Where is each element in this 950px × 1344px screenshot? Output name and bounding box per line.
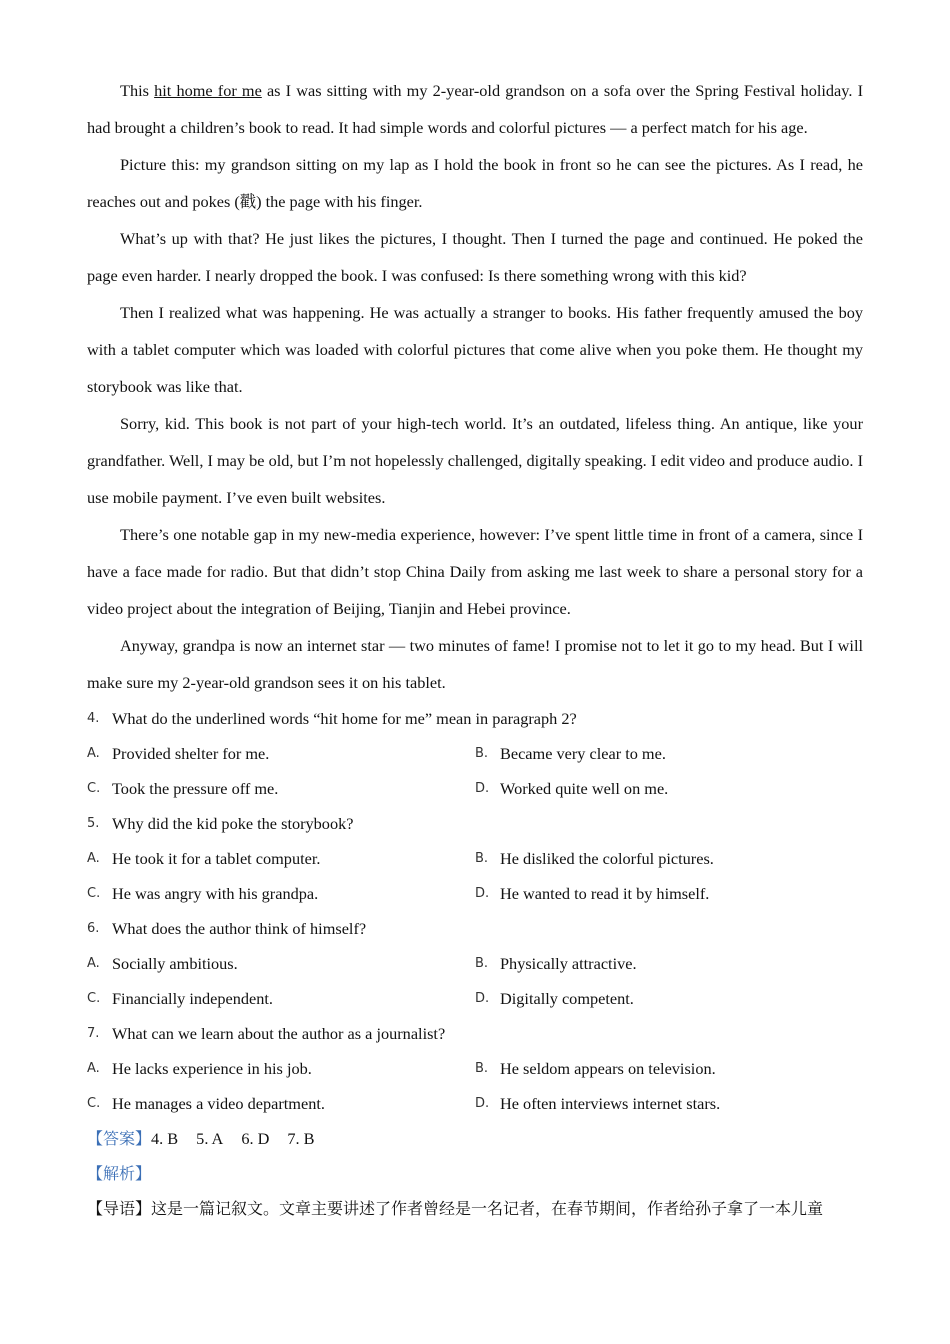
option-text: He seldom appears on television. (500, 1059, 716, 1078)
option-a (87, 736, 475, 771)
options-row (87, 946, 863, 981)
option-c (87, 876, 475, 911)
option-c (87, 771, 475, 806)
option-c (87, 981, 475, 1016)
analysis-line (87, 1156, 863, 1191)
options-row (87, 771, 863, 806)
option-text: Socially ambitious. (112, 954, 238, 973)
question-number: 4. (87, 711, 100, 726)
option-d (475, 981, 863, 1016)
option-letter: A. (87, 956, 100, 971)
option-a (87, 946, 475, 981)
option-letter: A. (87, 851, 100, 866)
paragraph-5: Sorry, kid. This book is not part of your high-tech world. It’s an outdated, lifeless thing. An antique, like your grandfather. Well, I may be old, but I’m not hopelessly challenged, digitally speaking. I edit video and produce audio. I use mobile payment. I’ve even built websites. (87, 414, 863, 507)
option-letter: A. (87, 1061, 100, 1076)
option-letter: D. (475, 781, 490, 796)
question-number: 7. (87, 1026, 100, 1041)
options-row (87, 736, 863, 771)
guide-text: 这是一篇记叙文。文章主要讲述了作者曾经是一名记者，在春节期间，作者给孙子拿了一本儿童 (151, 1199, 824, 1218)
option-text: He wanted to read it by himself. (500, 884, 710, 903)
paragraph-7: Anyway, grandpa is now an internet star — two minutes of fame! I promise not to let it go to my head. But I will make sure my 2-year-old grandson sees it on his tablet. (87, 636, 863, 692)
options-row (87, 841, 863, 876)
document-page (87, 72, 863, 1226)
answer-item: 6. D (241, 1129, 270, 1148)
option-text: He was angry with his grandpa. (112, 884, 319, 903)
question-text: Why did the kid poke the storybook? (112, 814, 354, 833)
option-text: Worked quite well on me. (500, 779, 669, 798)
options-row (87, 1086, 863, 1121)
options-row (87, 876, 863, 911)
option-text: He took it for a tablet computer. (112, 849, 321, 868)
option-text: Physically attractive. (500, 954, 637, 973)
option-b (475, 946, 863, 981)
question-6 (87, 911, 863, 946)
options-row (87, 1051, 863, 1086)
option-letter: B. (475, 956, 489, 971)
question-4 (87, 701, 863, 736)
option-letter: B. (475, 1061, 489, 1076)
option-letter: B. (475, 851, 489, 866)
answer-line (87, 1121, 863, 1156)
option-letter: C. (87, 886, 101, 901)
guide-label: 【导语】 (87, 1199, 152, 1218)
option-text: Provided shelter for me. (112, 744, 270, 763)
option-d (475, 876, 863, 911)
option-b (475, 736, 863, 771)
paragraph-1-before: This (120, 81, 155, 100)
option-text: He lacks experience in his job. (112, 1059, 312, 1078)
option-letter: C. (87, 991, 101, 1006)
option-text: Financially independent. (112, 989, 273, 1008)
answer-item: 5. A (196, 1129, 224, 1148)
question-7 (87, 1016, 863, 1051)
analysis-label: 【解析】 (87, 1164, 152, 1183)
question-text: What can we learn about the author as a journalist? (112, 1024, 446, 1043)
option-d (475, 1086, 863, 1121)
option-text: Took the pressure off me. (112, 779, 279, 798)
question-text: What do the underlined words “hit home for me” mean in paragraph 2? (112, 709, 577, 728)
option-b (475, 841, 863, 876)
question-number: 6. (87, 921, 100, 936)
options-row (87, 981, 863, 1016)
paragraph-1 (87, 72, 863, 146)
answer-label: 【答案】 (87, 1129, 152, 1148)
paragraph-4: Then I realized what was happening. He was actually a stranger to books. His father frequently amused the boy with a tablet computer which was loaded with colorful pictures that come alive when you poke them. He thought my storybook was like that. (87, 303, 863, 396)
option-a (87, 1051, 475, 1086)
question-number: 5. (87, 816, 100, 831)
option-letter: A. (87, 746, 100, 761)
option-letter: C. (87, 1096, 101, 1111)
option-text: Digitally competent. (500, 989, 634, 1008)
question-5 (87, 806, 863, 841)
paragraph-6: There’s one notable gap in my new-media experience, however: I’ve spent little time in front of a camera, since I have a face made for radio. But that didn’t stop China Daily from asking me last week to share a personal story for a video project about the integration of Beijing, Tianjin and Hebei province. (87, 525, 863, 618)
option-letter: C. (87, 781, 101, 796)
option-text: He manages a video department. (112, 1094, 325, 1113)
option-d (475, 771, 863, 806)
answer-item: 7. B (287, 1129, 315, 1148)
option-c (87, 1086, 475, 1121)
option-text: He disliked the colorful pictures. (500, 849, 714, 868)
option-letter: B. (475, 746, 489, 761)
paragraph-1-after: as I was sitting with my 2-year-old grandson on a sofa over the Spring Festival holiday. I had brought a children’s book to read. It had simple words and colorful pictures — a perfect match for his age. (87, 81, 863, 137)
option-letter: D. (475, 991, 490, 1006)
question-text: What does the author think of himself? (112, 919, 367, 938)
option-b (475, 1051, 863, 1086)
option-a (87, 841, 475, 876)
option-letter: D. (475, 886, 490, 901)
underlined-phrase: hit home for me (154, 81, 262, 100)
option-letter: D. (475, 1096, 490, 1111)
answer-item: 4. B (151, 1129, 179, 1148)
paragraph-3: What’s up with that? He just likes the pictures, I thought. Then I turned the page and continued. He poked the page even harder. I nearly dropped the book. I was confused: Is there something wrong with this kid? (87, 229, 863, 285)
paragraph-2: Picture this: my grandson sitting on my lap as I hold the book in front so he can see the pictures. As I read, he reaches out and pokes (戳) the page with his finger. (87, 155, 863, 211)
guide-line (87, 1191, 863, 1226)
option-text: He often interviews internet stars. (500, 1094, 721, 1113)
option-text: Became very clear to me. (500, 744, 666, 763)
